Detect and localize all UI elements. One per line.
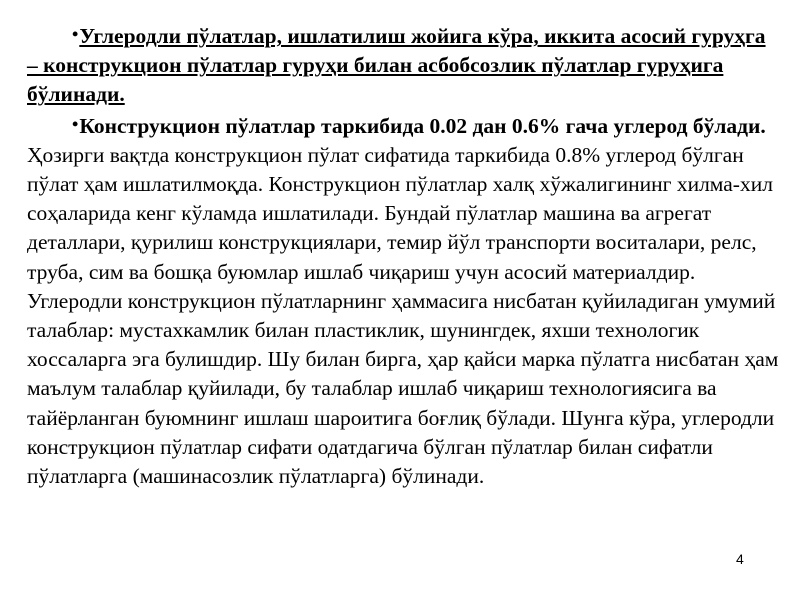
paragraph-classification [27,20,779,110]
bullet-2: • [72,113,79,134]
structural-steel-definition: Конструкцион пўлатлар таркибида 0.02 дан 0.6% гача углерод бўлади. [79,113,766,138]
slide-content [27,20,779,491]
structural-steel-description: Ҳозирги вақтда конструкцион пўлат сифатида таркибида 0.8% углерод бўлган пўлат ҳам ишлатилмоқда. Конструкцион пўлатлар халқ хўжалигининг хилма-хил соҳаларида кенг кўламда ишлатилади. Бундай пўлатлар машина ва агрегат деталлари, қурилиш конструкциялари, темир йўл транспорти воситалари, релс, труба, сим ва бошқа буюмлар ишлаб чиқариш учун асосий материалдир. Углеродли конструкцион пўлатларнинг ҳаммасига нисбатан қуйиладиган умумий талаблар: мустахкамлик билан пластиклик, шунингдек, яхши технологик хоссаларга эга булишдир. Шу билан бирга, ҳар қайси марка пўлатга нисбатан ҳам маълум талаблар қуйилади, бу талаблар ишлаб чиқариш технологиясига ва тайёрланган буюмнинг ишлаш шароитига боғлиқ бўлади. Шунга кўра, углеродли конструкцион пўлатлар сифати одатдагича бўлган пўлатлар билан сифатли пўлатларга (машинасозлик пўлатларга) бўлинади. [27,142,779,489]
page-number: 4 [736,551,744,567]
bullet-1: • [72,24,79,44]
classification-text: Углеродли пўлатлар, ишлатилиш жойига кўра, иккита асосий гуруҳга – конструкцион пўлатлар гуруҳи билан асбобсозлик пўлатлар гуруҳига бўлинади. [27,24,766,107]
paragraph-structural-steels [27,110,779,492]
